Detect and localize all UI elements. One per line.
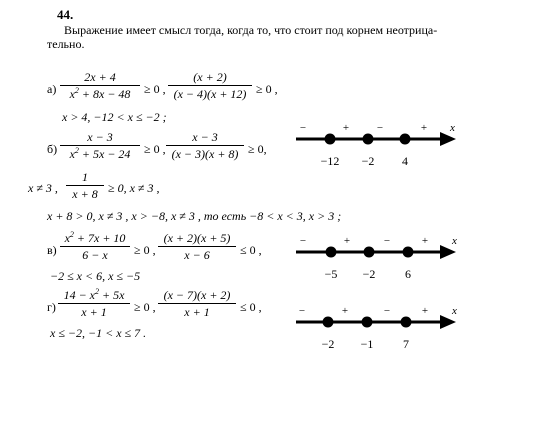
num-x: x xyxy=(64,231,70,245)
den-x: x xyxy=(69,147,75,161)
sign-label: − xyxy=(376,122,384,134)
sign-label: − xyxy=(383,235,391,247)
part-a-relation-1: ≥ 0 , xyxy=(144,82,166,96)
part-v-fraction-2-denominator: x − 6 xyxy=(184,248,210,262)
den-rest: + 5x − 24 xyxy=(78,147,131,161)
point-dot xyxy=(323,317,334,328)
part-g-fraction-2-denominator: x + 1 xyxy=(184,305,210,319)
sign-label: + xyxy=(343,235,351,247)
point-label: −12 xyxy=(320,154,340,168)
part-v-fraction-1-denominator: 6 − x xyxy=(82,248,108,262)
part-v-fraction-2-numerator: (x + 2)(x + 5) xyxy=(158,232,236,247)
part-v-answer: −2 ≤ x < 6, x ≤ −5 xyxy=(50,269,141,283)
point-label: −5 xyxy=(324,267,338,281)
point-label: 7 xyxy=(403,337,409,351)
part-g-relation-2: ≤ 0 , xyxy=(240,300,262,314)
part-b-fraction-1-numerator: x − 3 xyxy=(60,131,140,146)
part-a-fraction-2-numerator: (x + 2) xyxy=(168,71,252,86)
part-g-fraction-1-denominator: x + 1 xyxy=(81,305,107,319)
sign-label: − xyxy=(383,305,391,317)
part-b-fraction-3-denominator: x + 8 xyxy=(72,187,98,201)
part-b-fraction-2-numerator: x − 3 xyxy=(166,131,244,146)
part-g-label: г) xyxy=(47,300,56,314)
sign-label: + xyxy=(421,235,429,247)
part-b-relation-1: ≥ 0 , xyxy=(144,142,166,156)
point-dot xyxy=(362,317,373,328)
num-part-a: 14 − x xyxy=(63,288,95,302)
point-label: 6 xyxy=(405,267,411,281)
point-label: −2 xyxy=(362,267,376,281)
point-label: −2 xyxy=(321,337,335,351)
den-rest: + 8x − 48 xyxy=(78,87,131,101)
sign-label: + xyxy=(421,305,429,317)
part-b-fraction-3-numerator: 1 xyxy=(66,171,104,186)
num-exponent: 2 xyxy=(95,287,99,296)
part-g-answer: x ≤ −2, −1 < x ≤ 7 . xyxy=(50,326,147,340)
part-a-answer: x > 4, −12 < x ≤ −2 ; xyxy=(62,110,167,124)
den-x: x xyxy=(69,87,75,101)
part-a-label: а) xyxy=(47,82,57,96)
intro-line-2: тельно. xyxy=(47,37,85,51)
part-g-fraction-2-numerator: (x − 7)(x + 2) xyxy=(158,289,236,304)
axis-variable-label: x xyxy=(450,122,455,134)
problem-number: 44. xyxy=(57,7,74,22)
part-b-conclusion: x + 8 > 0, x ≠ 3 , x > −8, x ≠ 3 , то есть −8 < x < 3, x > 3 ; xyxy=(47,209,342,223)
sign-label: − xyxy=(298,305,306,317)
part-v-relation-1: ≥ 0 , xyxy=(134,243,156,257)
point-label: −1 xyxy=(360,337,374,351)
part-v-relation-2: ≤ 0 , xyxy=(240,243,262,257)
num-exponent: 2 xyxy=(69,230,74,239)
sign-label: + xyxy=(341,305,349,317)
sign-label: + xyxy=(420,122,428,134)
part-b-fraction-2-denominator: (x − 3)(x + 8) xyxy=(171,147,239,161)
point-dot xyxy=(401,317,412,328)
sign-label: + xyxy=(342,122,350,134)
part-b-condition-2: ≥ 0, x ≠ 3 , xyxy=(108,181,160,195)
axis-variable-label: x xyxy=(452,305,457,317)
arrow-head-icon xyxy=(440,315,456,329)
sign-label: − xyxy=(299,122,307,134)
point-label: 4 xyxy=(402,154,408,168)
intro-line-1: Выражение имеет смысл тогда, когда то, что стоит под корнем неотрица- xyxy=(64,23,438,37)
part-g-relation-1: ≥ 0 , xyxy=(134,300,156,314)
part-a-fraction-2-denominator: (x − 4)(x + 12) xyxy=(173,87,247,101)
part-v-label: в) xyxy=(47,243,57,257)
den-exponent: 2 xyxy=(74,86,79,95)
num-rest: + 7x + 10 xyxy=(73,231,126,245)
den-exponent: 2 xyxy=(74,146,79,155)
part-b-condition: x ≠ 3 , xyxy=(28,181,58,195)
point-label: −2 xyxy=(361,154,375,168)
part-b-label: б) xyxy=(47,142,58,156)
part-a-fraction-1-numerator: 2x + 4 xyxy=(60,71,140,86)
sign-label: − xyxy=(299,235,307,247)
part-a-relation-2: ≥ 0 , xyxy=(256,82,278,96)
num-rest: + 5x xyxy=(99,288,125,302)
axis-variable-label: x xyxy=(452,235,457,247)
part-b-relation-2: ≥ 0, xyxy=(248,142,267,156)
